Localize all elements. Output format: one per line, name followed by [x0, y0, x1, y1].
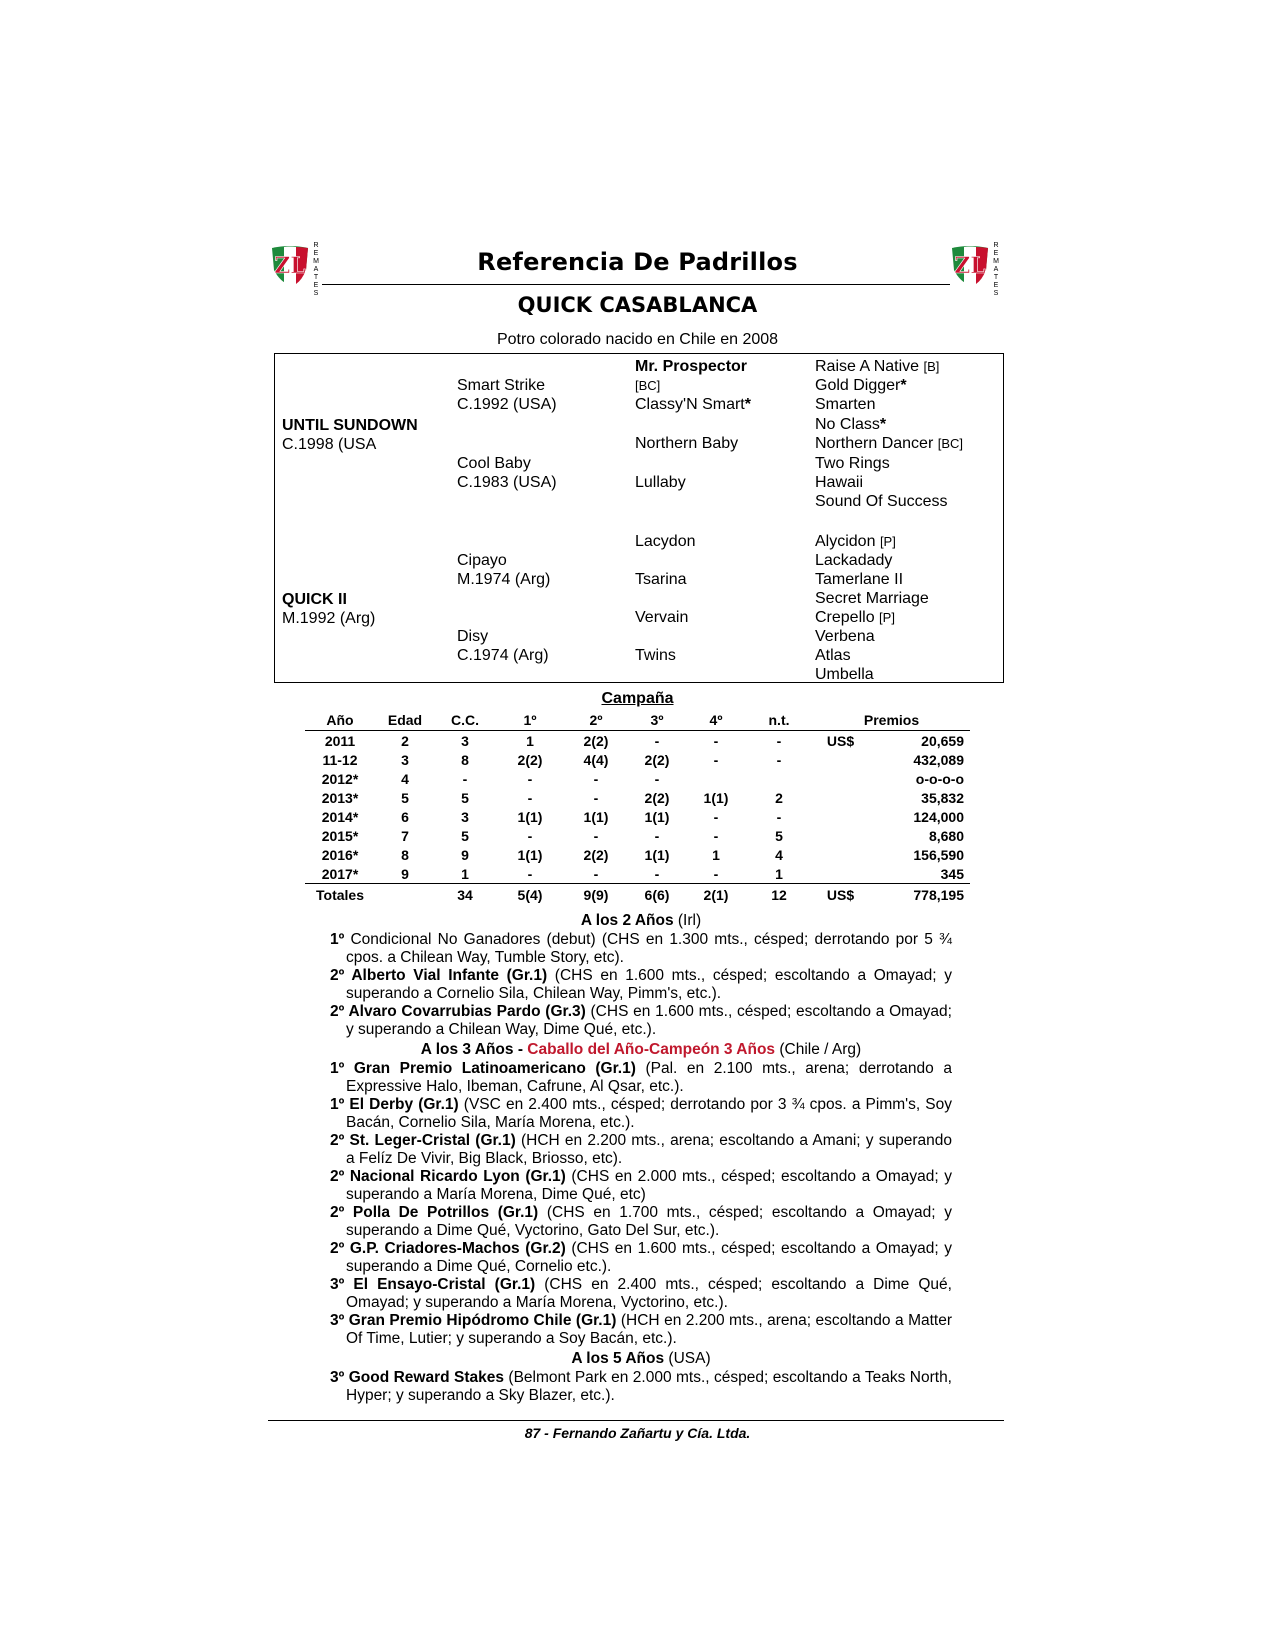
race-entry: 2º Alvaro Covarrubias Pardo (Gr.3) (CHS en 1.600 mts., césped; escoltando a Omayad; y superando a Chilean Way, Dime Qué, etc.). [330, 1003, 952, 1038]
remates-vertical-text: R E M A T E S [313, 242, 319, 297]
table-cell: 1(1) [644, 846, 670, 863]
page-title: Referencia De Padrillos [477, 248, 798, 276]
table-cell [375, 884, 435, 907]
table-cell: - [654, 732, 660, 749]
table-cell [687, 769, 745, 788]
table-cell [813, 807, 868, 826]
gen3-note: [BC] [635, 378, 661, 393]
table-cell [813, 826, 868, 845]
column-header: 4º [687, 710, 745, 731]
sire-info: C.1998 (USA [282, 436, 377, 453]
gen3-name: Twins [635, 647, 676, 664]
table-cell: 2012* [321, 770, 359, 787]
svg-text:ZL: ZL [274, 253, 306, 279]
table-cell: 2014* [321, 808, 359, 825]
table-cell: 2(2) [517, 751, 543, 768]
table-cell: 3 [461, 808, 469, 825]
table-cell: - [462, 770, 468, 787]
race-entry: 2º St. Leger-Cristal (Gr.1) (HCH en 2.200 mts., arena; escoltando a Amani; y superando a Felíz De Vivir, Big Black, Briosso, etc). [330, 1132, 952, 1167]
table-cell: o-o-o-o [915, 770, 964, 787]
gen4-entry: Alycidon [P] [815, 533, 896, 550]
table-cell: 9 [401, 865, 409, 882]
campaign-table [305, 710, 970, 906]
table-cell: - [654, 865, 660, 882]
table-cell: - [654, 827, 660, 844]
table-cell: 1(1) [517, 846, 543, 863]
table-cell: - [713, 732, 719, 749]
column-header: n.t. [745, 710, 813, 731]
dam-name: QUICK II [282, 591, 347, 608]
table-cell: 2(1) [687, 884, 745, 907]
race-entry: 2º Alberto Vial Infante (Gr.1) (CHS en 1.600 mts., césped; escoltando a Omayad; y superando a Cornelio Sila, Chilean Way, Pimm's, etc.). [330, 967, 952, 1002]
gen4-entry: Smarten [815, 396, 876, 413]
race-entry: 1º Gran Premio Latinoamericano (Gr.1) (Pal. en 2.100 mts., arena; derrotando a Expressive Halo, Ibeman, Cafrune, Al Qsar, etc.). [330, 1060, 953, 1095]
table-cell: 2013* [321, 789, 359, 806]
table-cell: 432,089 [913, 751, 964, 768]
column-header: 2º [565, 710, 627, 731]
table-cell [813, 845, 868, 864]
section-heading: A los 3 Años - Caballo del Año-Campeón 3 Años (Chile / Arg) [420, 1041, 862, 1058]
table-cell: Totales [305, 884, 375, 907]
gen3-name: Tsarina [635, 571, 687, 588]
race-entry: 1º El Derby (Gr.1) (VSC en 2.400 mts., césped; derrotando por 3 ¾ cpos. a Pimm's, Soy Bacán, Cornelio Sila, María Morena, etc.). [330, 1096, 952, 1131]
table-cell: - [776, 732, 782, 749]
table-cell [813, 769, 868, 788]
column-header: Premios [813, 710, 970, 731]
column-header: C.C. [435, 710, 495, 731]
race-entry: 2º Polla De Potrillos (Gr.1) (CHS en 1.700 mts., césped; escoltando a Omayad; y superando a Dime Qué, Vyctorino, Gato Del Sur, etc.). [330, 1204, 952, 1239]
gen4-entry: Two Rings [815, 455, 890, 472]
gen4-entry: No Class* [815, 416, 887, 433]
table-cell: 34 [435, 884, 495, 907]
gen2-name: Cipayo [457, 552, 507, 569]
sire-name: UNTIL SUNDOWN [282, 417, 418, 434]
table-cell: US$ [826, 732, 855, 749]
table-cell: - [593, 827, 599, 844]
table-row [305, 750, 970, 769]
table-row [305, 769, 970, 788]
table-row [305, 731, 970, 751]
table-cell: - [593, 865, 599, 882]
table-cell: 6 [401, 808, 409, 825]
totals-row [305, 884, 970, 907]
dam-info: M.1992 (Arg) [282, 610, 376, 627]
table-cell: - [527, 789, 533, 806]
gen4-entry: Crepello [P] [815, 609, 895, 626]
table-cell: 35,832 [921, 789, 964, 806]
table-cell: 7 [401, 827, 409, 844]
race-entry: 1º Condicional No Ganadores (debut) (CHS en 1.300 mts., césped; derrotando por 5 ¾ cpos. a Chilean Way, Tumble Story, etc). [330, 931, 952, 966]
gen4-entry: Tamerlane II [815, 571, 904, 588]
gen3-entry: Classy'N Smart* [635, 396, 751, 413]
gen3-name: Lacydon [635, 533, 696, 550]
table-cell: - [776, 808, 782, 825]
section-heading: A los 5 Años (USA) [571, 1350, 711, 1367]
table-cell: - [713, 865, 719, 882]
gen4-entry: Gold Digger* [815, 377, 907, 394]
table-cell: 4(4) [583, 751, 609, 768]
race-entry: 3º El Ensayo-Cristal (Gr.1) (CHS en 2.400 mts., césped; escoltando a Dime Qué, Omayad; y superando a María Morena, Vyctorino, etc.). [330, 1276, 952, 1311]
footer-text: 87 - Fernando Zañartu y Cía. Ltda. [524, 1425, 751, 1441]
gen4-entry: Sound Of Success [815, 493, 948, 510]
table-cell: 8 [461, 751, 469, 768]
table-cell: 2(2) [583, 846, 609, 863]
table-cell: - [593, 789, 599, 806]
table-cell: - [654, 770, 660, 787]
table-cell: 6(6) [627, 884, 687, 907]
table-cell: - [593, 770, 599, 787]
table-cell: US$ [813, 884, 868, 907]
race-entry: 2º Nacional Ricardo Lyon (Gr.1) (CHS en 2.000 mts., césped; escoltando a Omayad; y superando a María Morena, Dime Qué, etc) [330, 1168, 952, 1203]
gen2-info: M.1974 (Arg) [457, 571, 551, 588]
table-cell: 5 [461, 827, 469, 844]
table-cell: 9 [461, 846, 469, 863]
table-cell: 1 [775, 865, 783, 882]
gen4-entry: Hawaii [815, 474, 864, 491]
table-cell: 2 [775, 789, 783, 806]
gen3-name: Vervain [635, 609, 689, 626]
gen2-name: Disy [457, 628, 489, 645]
award-highlight: Caballo del Año-Campeón 3 Años [527, 1041, 776, 1058]
race-history [330, 910, 952, 1405]
table-cell: 345 [940, 865, 964, 882]
gen2-info: C.1974 (Arg) [457, 647, 549, 664]
gen2-name: Cool Baby [457, 455, 531, 472]
table-cell: - [527, 827, 533, 844]
table-cell: 3 [461, 732, 469, 749]
footer-divider [268, 1420, 1004, 1421]
table-cell: 2011 [324, 732, 356, 749]
table-row [305, 864, 970, 884]
table-cell [813, 864, 868, 884]
table-cell: 1(1) [644, 808, 670, 825]
table-cell: 8,680 [928, 827, 964, 844]
table-row [305, 788, 970, 807]
table-cell: - [776, 751, 782, 768]
table-cell: 2(2) [644, 751, 670, 768]
gen4-entry: Verbena [815, 628, 875, 645]
column-header: 1º [495, 710, 565, 731]
table-cell: 2016* [321, 846, 359, 863]
gen4-entry: Secret Marriage [815, 590, 929, 607]
gen3-name: Lullaby [635, 474, 686, 491]
table-cell: 5 [401, 789, 409, 806]
table-cell: 1(1) [703, 789, 729, 806]
table-cell: - [713, 827, 719, 844]
gen3-name: Northern Baby [635, 435, 739, 452]
table-cell: 12 [745, 884, 813, 907]
table-row [305, 826, 970, 845]
race-entry: 3º Good Reward Stakes (Belmont Park en 2.000 mts., césped; escoltando a Teaks North, Hyper; y superando a Sky Blazer, etc.). [330, 1369, 952, 1404]
table-cell: 1 [712, 846, 720, 863]
table-cell: 778,195 [868, 884, 970, 907]
table-cell: 2(2) [583, 732, 609, 749]
remates-vertical-text: R E M A T E S [993, 242, 999, 297]
table-cell: 5 [461, 789, 469, 806]
table-cell: - [527, 770, 533, 787]
table-cell: 11-12 [322, 751, 358, 768]
table-cell: 4 [401, 770, 409, 787]
table-cell: 124,000 [913, 808, 964, 825]
pedigree-table [274, 353, 1004, 683]
table-cell: 20,659 [921, 732, 964, 749]
horse-name: QUICK CASABLANCA [517, 293, 758, 317]
table-cell: 2(2) [644, 789, 670, 806]
table-cell: - [713, 751, 719, 768]
gen4-entry: Umbella [815, 666, 874, 683]
table-cell: - [527, 865, 533, 882]
gen3-name: Mr. Prospector [635, 358, 748, 375]
gen2-info: C.1983 (USA) [457, 474, 557, 491]
table-cell: 2015* [321, 827, 359, 844]
table-cell [745, 769, 813, 788]
race-entry: 2º G.P. Criadores-Machos (Gr.2) (CHS en 1.600 mts., césped; escoltando a Omayad; y superando a Dime Qué, Cornelio etc.). [330, 1240, 952, 1275]
horse-description: Potro colorado nacido en Chile en 2008 [496, 331, 779, 348]
table-cell: 1(1) [517, 808, 543, 825]
table-cell: 2017* [321, 865, 359, 882]
table-cell: 5 [775, 827, 783, 844]
table-header-row [305, 710, 970, 731]
table-cell: 3 [401, 751, 409, 768]
campaign-title: Campaña [601, 690, 674, 707]
table-row [305, 807, 970, 826]
header-divider [322, 284, 950, 285]
table-cell: 1 [461, 865, 469, 882]
table-cell: 1 [526, 732, 534, 749]
table-cell [813, 750, 868, 769]
column-header: Edad [375, 710, 435, 731]
table-cell: 8 [401, 846, 409, 863]
gen4-entry: Raise A Native [B] [815, 358, 940, 375]
gen4-entry: Atlas [815, 647, 851, 664]
column-header: 3º [627, 710, 687, 731]
table-cell [813, 788, 868, 807]
race-entry: 3º Gran Premio Hipódromo Chile (Gr.1) (HCH en 2.200 mts., arena; escoltando a Matter Of Time, Lutier; y superando a Soy Bacán, etc.). [330, 1312, 952, 1347]
table-cell: 2 [401, 732, 409, 749]
table-cell: 5(4) [495, 884, 565, 907]
table-cell: 1(1) [583, 808, 609, 825]
table-cell: 4 [775, 846, 783, 863]
svg-text:ZL: ZL [954, 253, 986, 279]
gen4-entry: Lackadady [815, 552, 893, 569]
gen2-info: C.1992 (USA) [457, 396, 557, 413]
section-heading: A los 2 Años (Irl) [580, 912, 702, 929]
gen4-entry: Northern Dancer [BC] [815, 435, 964, 452]
column-header: Año [305, 710, 375, 731]
table-cell: 156,590 [913, 846, 964, 863]
gen2-name: Smart Strike [457, 377, 546, 394]
table-cell: - [713, 808, 719, 825]
table-cell: 9(9) [565, 884, 627, 907]
table-row [305, 845, 970, 864]
